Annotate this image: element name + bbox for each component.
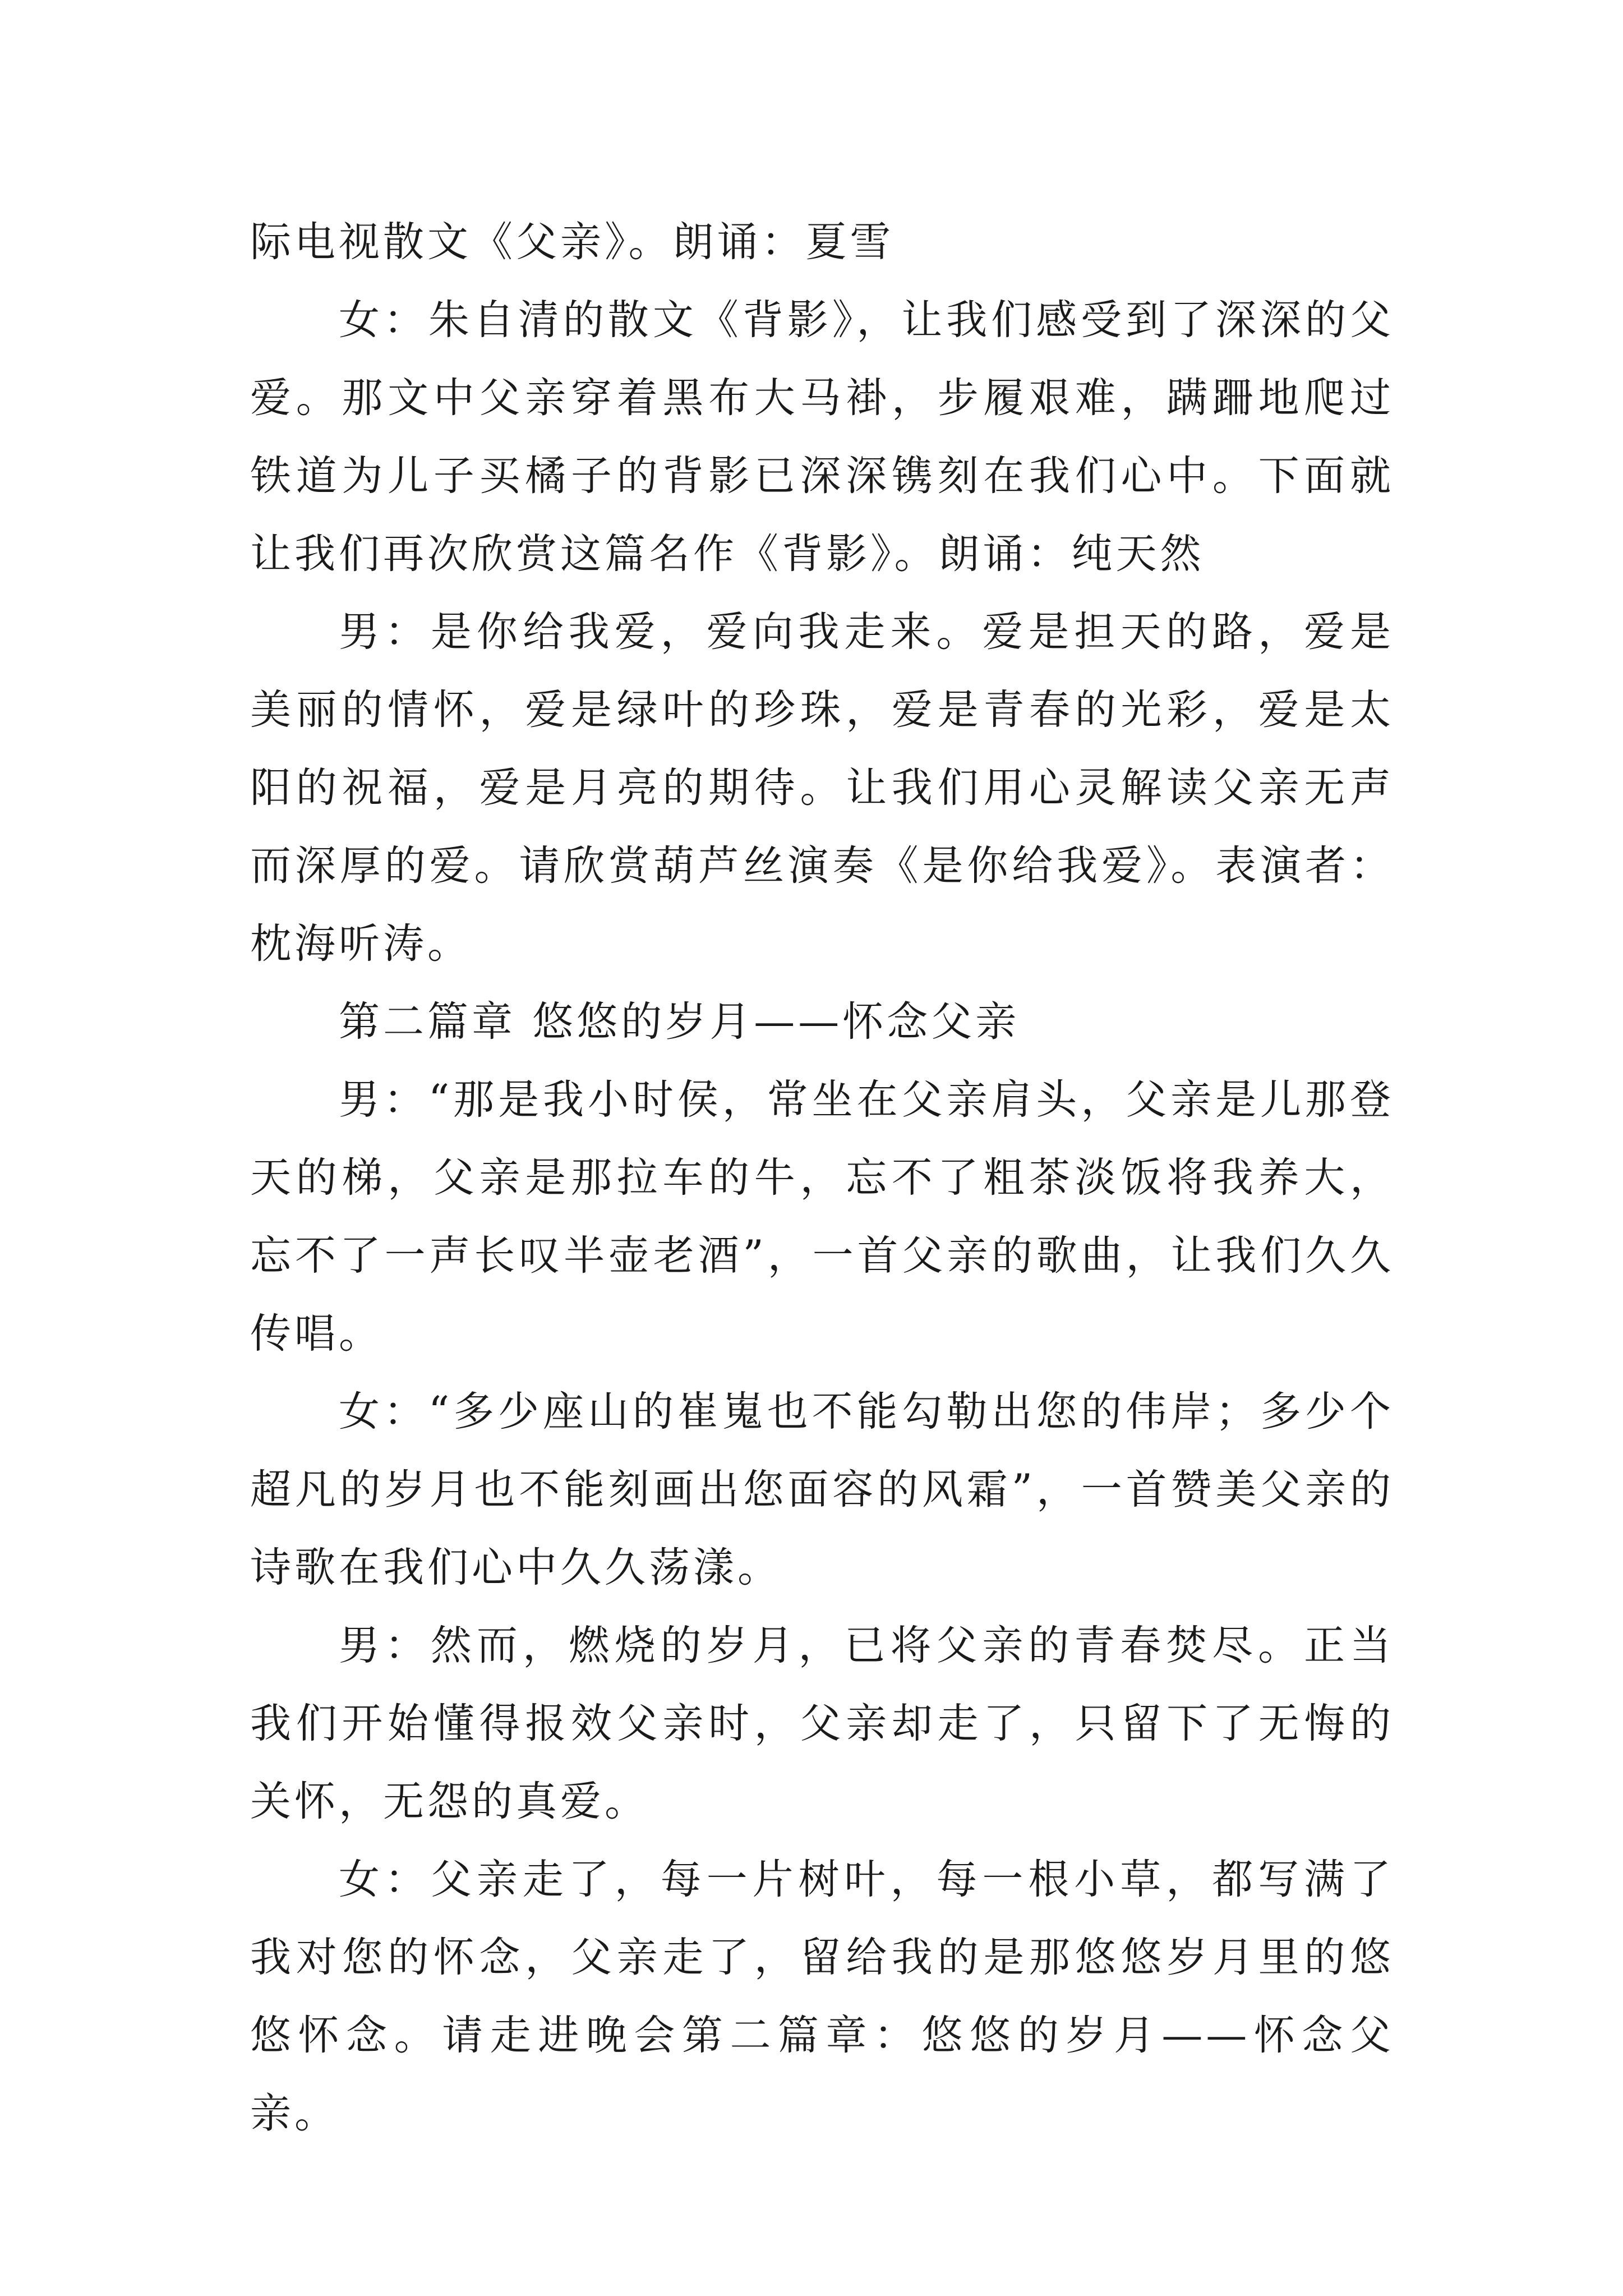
chapter-heading: 第二篇章 悠悠的岁月——怀念父亲 [339,998,1020,1046]
paragraph-male-song: 男：“那是我小时侯，常坐在父亲肩头，父亲是儿那登天的梯，父亲是那拉车的牛，忘不了粗茶淡饭将我养大，忘不了一声长叹半壶老酒”，一首父亲的歌曲，让我们久久传唱。 [250,1076,1394,1358]
paragraph-female-remembrance: 女：父亲走了，每一片树叶，每一根小草，都写满了我对您的怀念，父亲走了，留给我的是那悠悠岁月里的悠悠怀念。请走进晚会第二篇章：悠悠的岁月——怀念父亲。 [250,1856,1394,2137]
document-body [250,203,1394,2152]
paragraph-continuation: 际电视散文《父亲》。朗诵：夏雪 [250,218,895,266]
paragraph-male-years: 男：然而，燃烧的岁月，已将父亲的青春焚尽。正当我们开始懂得报效父亲时，父亲却走了，只留下了无悔的关怀，无怨的真爱。 [250,1622,1394,1825]
paragraph-female-poem: 女：“多少座山的崔嵬也不能勾勒出您的伟岸；多少个超凡的岁月也不能刻画出您面容的风霜”，一首赞美父亲的诗歌在我们心中久久荡漾。 [250,1388,1394,1591]
paragraph-female-beiying: 女：朱自清的散文《背影》，让我们感受到了深深的父爱。那文中父亲穿着黑布大马褂，步履艰难，蹒跚地爬过铁道为儿子买橘子的背影已深深镌刻在我们心中。下面就让我们再次欣赏这篇名作《背影》。朗诵：纯天然 [250,296,1394,578]
paragraph-male-ni-gei-wo-ai: 男：是你给我爱，爱向我走来。爱是担天的路，爱是美丽的情怀，爱是绿叶的珍珠，爱是青春的光彩，爱是太阳的祝福，爱是月亮的期待。让我们用心灵解读父亲无声而深厚的爱。请欣赏葫芦丝演奏《是你给我爱》。表演者：枕海听涛。 [250,608,1394,968]
